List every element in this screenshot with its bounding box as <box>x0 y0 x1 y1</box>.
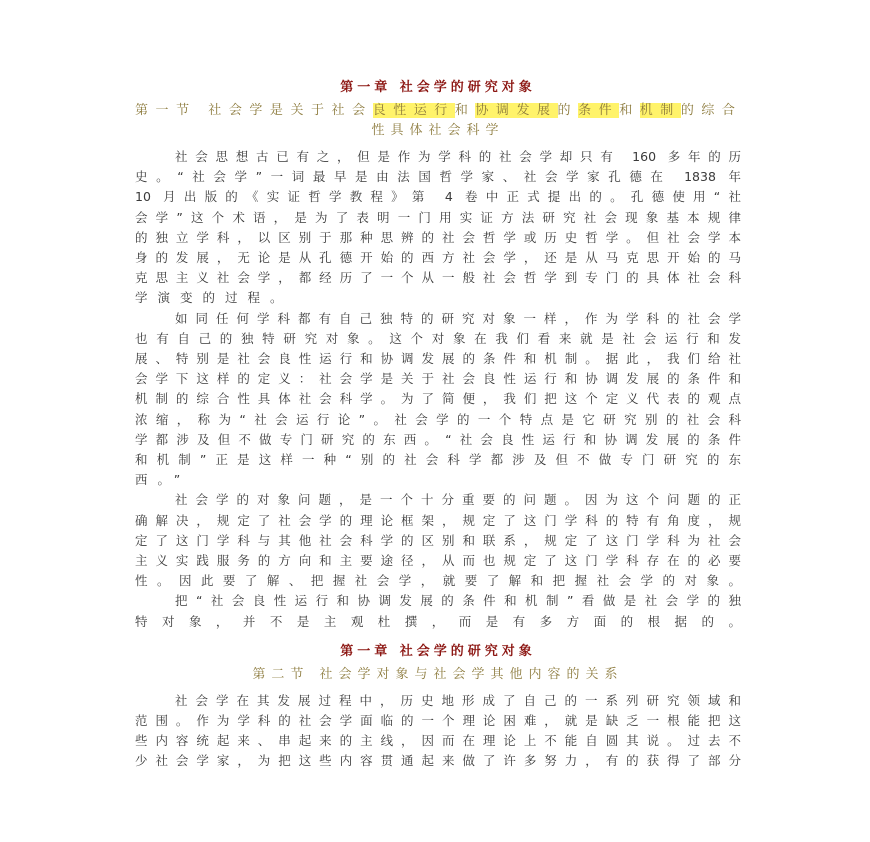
text-line: 克思主义社会学，都经历了一个从一般社会哲学到专门的具体社会科 <box>135 270 741 286</box>
body-paragraph <box>135 691 741 772</box>
text-line: 身的发展，无论是从孔德开始的西方社会学，还是从马克思开始的马 <box>135 250 741 266</box>
text-line: 社会学的对象问题，是一个十分重要的问题。因为这个问题的正 <box>175 492 741 508</box>
text-line: 少社会学家，为把这些内容贯通起来做了许多努力，有的获得了部分 <box>135 753 741 769</box>
text-line: 史。“社会学”一词最早是由法国哲学家、社会学家孔德在 1838 年 <box>135 169 741 185</box>
text-line: 的独立学科，以区别于那种思辨的社会哲学或历史哲学。但社会学本 <box>135 229 741 245</box>
body-paragraph <box>135 591 741 631</box>
highlighted-term: 良性运行 <box>372 103 455 118</box>
chapter-title: 第一章 社会学的研究对象 <box>340 80 536 95</box>
text-line: 展、特别是社会良性运行和协调发展的条件和机制。据此，我们给社 <box>135 351 741 367</box>
section-heading-line <box>135 121 741 141</box>
heading-text: 第一节 社会学是关于社会 <box>135 103 373 118</box>
heading-text: 性具体社会科学 <box>371 123 505 138</box>
text-line: 社会学在其发展过程中，历史地形成了自己的一系列研究领域和 <box>175 692 741 708</box>
text-line: 确解决，规定了社会学的理论框架，规定了这门学科的特有角度，规 <box>135 512 741 528</box>
text-line: 和机制”正是这样一种“别的社会科学都涉及但不做专门研究的东 <box>135 452 741 468</box>
text-line: 西。” <box>135 472 191 488</box>
text-line: 特对象，并不是主观杜撰，而是有多方面的根据的。 <box>135 613 741 629</box>
text-line: 浓缩，称为“社会运行论”。社会学的一个特点是它研究别的社会科 <box>135 411 741 427</box>
text-line: 把“社会良性运行和协调发展的条件和机制”看做是社会学的独 <box>175 593 741 609</box>
text-line: 些内容统起来、串起来的主线，因而在理论上不能自圆其说。过去不 <box>135 733 741 749</box>
heading-text: 和 <box>454 103 476 118</box>
highlighted-term: 协调发展 <box>475 103 558 118</box>
body-paragraph <box>135 309 741 491</box>
text-line: 性。因此要了解、把握社会学，就要了解和把握社会学的对象。 <box>135 573 741 589</box>
heading-text: 和 <box>619 103 640 118</box>
highlighted-term: 条件 <box>578 103 620 118</box>
body-paragraph <box>135 147 741 309</box>
text-line: 机制的综合性具体社会科学。为了简便，我们把这个定义代表的观点 <box>135 391 741 407</box>
text-line: 10 月出版的《实证哲学教程》第 4 卷中正式提出的。孔德使用“社 <box>135 189 741 205</box>
heading-text: 的 <box>557 103 579 118</box>
highlighted-term: 机制 <box>639 103 681 118</box>
section-heading-line <box>135 665 741 685</box>
document-page <box>135 78 741 772</box>
text-line: 也有自己的独特研究对象。这个对象在我们看来就是社会运行和发 <box>135 330 741 346</box>
text-line: 社会思想古已有之，但是作为学科的社会学却只有 160 多年的历 <box>175 149 741 164</box>
section-heading-line <box>135 101 741 121</box>
text-line: 如同任何学科都有自己独特的研究对象一样，作为学科的社会学 <box>175 310 741 326</box>
heading-text: 第二节 社会学对象与社会学其他内容的关系 <box>252 666 624 682</box>
heading-text: 的综合 <box>680 103 741 118</box>
body-paragraph <box>135 490 741 591</box>
text-line: 学演变的过程。 <box>135 290 293 306</box>
section-heading <box>135 665 741 685</box>
section-heading <box>135 101 741 141</box>
text-line: 会学”这个术语，是为了表明一门用实证方法研究社会现象基本规律 <box>135 209 741 225</box>
chapter-title: 第一章 社会学的研究对象 <box>340 643 536 659</box>
text-line: 学都涉及但不做专门研究的东西。“社会良性运行和协调发展的条件 <box>135 431 741 447</box>
text-line: 定了这门学科与其他社会科学的区别和联系，规定了这门学科为社会 <box>135 532 741 548</box>
text-line: 主义实践服务的方向和主要途径，从而也规定了这门学科存在的必要 <box>135 553 741 569</box>
text-line: 范围。作为学科的社会学面临的一个理论困难，就是缺乏一根能把这 <box>135 713 741 729</box>
text-line: 会学下这样的定义：社会学是关于社会良性运行和协调发展的条件和 <box>135 371 741 387</box>
